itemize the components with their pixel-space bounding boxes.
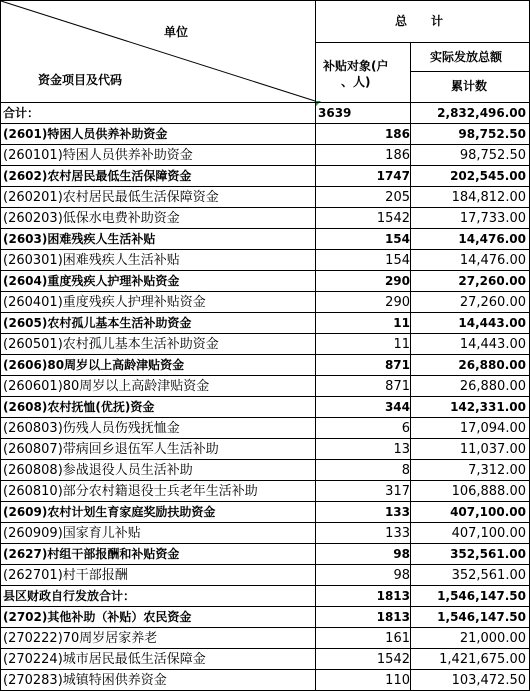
- header-unit: 单位: [164, 25, 189, 39]
- table-row: [0, 187, 530, 208]
- row-count-cell: 133: [385, 526, 410, 541]
- table-row: [0, 544, 530, 565]
- row-divider: [0, 186, 530, 187]
- row-divider: [0, 669, 530, 670]
- row-divider: [0, 627, 530, 628]
- row-name-cell: (260807)带病回乡退伍军人生活补助: [3, 442, 219, 457]
- row-divider: [0, 543, 530, 544]
- row-name-cell: (2702)其他补助（补贴）农民资金: [3, 610, 192, 624]
- table-row: [0, 649, 530, 670]
- row-amount-cell: 14,476.00: [458, 232, 526, 246]
- row-name-cell: (260501)农村孤儿基本生活补助资金: [3, 337, 219, 352]
- row-amount-cell: 98,752.50: [459, 148, 526, 163]
- row-divider: [0, 501, 530, 502]
- table-row: [0, 313, 530, 334]
- row-name-cell: (2602)农村居民最低生活保障资金: [3, 169, 192, 183]
- row-count-cell: 1747: [376, 169, 410, 183]
- row-amount-cell: 103,472.50: [451, 673, 526, 688]
- table-row: [0, 628, 530, 649]
- row-count-cell: 133: [384, 505, 410, 519]
- row-divider: [0, 585, 530, 586]
- table-row: [0, 460, 530, 481]
- row-amount-cell: 184,812.00: [451, 190, 526, 205]
- row-count-cell: 6: [401, 421, 410, 436]
- row-divider: [0, 606, 530, 607]
- table-row: [0, 229, 530, 250]
- row-divider: [0, 564, 530, 565]
- row-count-cell: 186: [384, 127, 410, 141]
- row-divider: [0, 480, 530, 481]
- table-row: [0, 397, 530, 418]
- row-name-cell: (260201)农村居民最低生活保障资金: [3, 190, 219, 205]
- table-row: [0, 586, 530, 607]
- table-row: [0, 166, 530, 187]
- table-row: [0, 481, 530, 502]
- row-name-cell: (260301)困难残疾人生活补贴: [3, 253, 180, 268]
- header-cumulative: 累计数: [451, 79, 488, 93]
- row-name-cell: (270222)70周岁居家养老: [3, 631, 158, 646]
- table-row: [0, 292, 530, 313]
- row-count-cell: 290: [384, 274, 410, 288]
- row-amount-cell: 14,443.00: [458, 316, 526, 330]
- row-name-cell: (260401)重度残疾人护理补贴资金: [3, 295, 206, 310]
- table-row: [0, 250, 530, 271]
- row-count-cell: 344: [384, 400, 410, 414]
- row-count-cell: 154: [385, 253, 410, 268]
- table-row: [0, 355, 530, 376]
- row-amount-cell: 7,312.00: [468, 463, 526, 478]
- row-divider: [0, 228, 530, 229]
- row-count-cell: 186: [385, 148, 410, 163]
- row-name-cell: (262701)村干部报酬: [3, 568, 128, 583]
- row-count-cell: 205: [385, 190, 410, 205]
- row-count-cell: 1813: [376, 610, 410, 624]
- row-amount-cell: 26,880.00: [458, 358, 526, 372]
- row-amount-cell: 27,260.00: [459, 295, 526, 310]
- row-count-cell: 11: [393, 337, 410, 352]
- row-name-cell: (260909)国家育儿补贴: [3, 526, 141, 541]
- table-row: [0, 334, 530, 355]
- row-divider: [0, 270, 530, 271]
- row-amount-cell: 14,476.00: [459, 253, 526, 268]
- row-count-cell: 871: [384, 358, 410, 372]
- row-divider: [0, 396, 530, 397]
- row-divider: [0, 417, 530, 418]
- row-amount-cell: 1,421,675.00: [439, 652, 526, 667]
- header-bottom-line: [0, 102, 530, 103]
- row-divider: [0, 249, 530, 250]
- row-name-cell: (260803)伤残人员伤残抚恤金: [3, 421, 180, 436]
- row-amount-cell: 142,331.00: [450, 400, 526, 414]
- row-name-cell: (260601)80周岁以上高龄津贴资金: [3, 379, 210, 394]
- table-row: [0, 145, 530, 166]
- header-line-1: [315, 42, 530, 43]
- table-row: [0, 523, 530, 544]
- row-divider: [0, 354, 530, 355]
- table-row: [0, 376, 530, 397]
- row-amount-cell: 17,094.00: [459, 421, 526, 436]
- header-actual-amount: 实际发放总额: [430, 50, 503, 64]
- row-name-cell: (2605)农村孤儿基本生活补助资金: [3, 316, 192, 330]
- row-count-cell: 8: [401, 463, 410, 478]
- row-amount-cell: 1,546,147.50: [437, 589, 526, 603]
- row-amount-cell: 106,888.00: [451, 484, 526, 499]
- row-divider: [0, 291, 530, 292]
- row-amount-cell: 202,545.00: [450, 169, 526, 183]
- row-count-cell: 290: [385, 295, 410, 310]
- table-row: [0, 208, 530, 229]
- row-count-cell: 317: [385, 484, 410, 499]
- row-name-cell: (260101)特困人员供养补助资金: [3, 148, 193, 163]
- row-divider: [0, 165, 530, 166]
- table-row: [0, 502, 530, 523]
- row-divider: [0, 375, 530, 376]
- row-count-cell: 1542: [376, 211, 410, 226]
- row-amount-cell: 352,561.00: [451, 568, 526, 583]
- row-divider: [0, 648, 530, 649]
- row-name-cell: (2603)困难残疾人生活补贴: [3, 232, 156, 246]
- row-name-cell: (2627)村组干部报酬和补贴资金: [3, 547, 180, 561]
- row-count-cell: 154: [384, 232, 410, 246]
- table-row: [0, 271, 530, 292]
- row-amount-cell: 27,260.00: [458, 274, 526, 288]
- header-project: 资金项目及代码: [38, 73, 123, 87]
- row-amount-cell: 11,037.00: [459, 442, 526, 457]
- row-name-cell: (2606)80周岁以上高龄津贴资金: [3, 358, 185, 372]
- row-name-cell: (2609)农村计划生育家庭奖励扶助资金: [3, 505, 216, 519]
- row-divider: [0, 459, 530, 460]
- table-row: [0, 607, 530, 628]
- row-count-cell: 871: [385, 379, 410, 394]
- row-count-cell: 161: [385, 631, 410, 646]
- row-count-cell: 13: [393, 442, 410, 457]
- table-row: [0, 418, 530, 439]
- table-row: [0, 124, 530, 145]
- row-divider: [0, 144, 530, 145]
- row-count-cell: 1542: [376, 652, 410, 667]
- table-row: [0, 439, 530, 460]
- header-subsidy-target-line2: 、人): [341, 75, 371, 89]
- row-divider: [0, 522, 530, 523]
- row-divider: [0, 207, 530, 208]
- row-name-cell: 县区财政自行发放合计：: [3, 589, 136, 603]
- row-name-cell: (260810)部分农村籍退役士兵老年生活补助: [3, 484, 258, 499]
- row-name-cell: (2601)特困人员供养补助资金: [3, 127, 168, 141]
- header-subsidy-target-line1: 补贴对象(户: [323, 59, 389, 73]
- row-name-cell: (2608)农村抚恤(优抚)资金: [3, 400, 155, 414]
- row-name-cell: 合计：: [3, 106, 40, 120]
- header-total: 总 计: [395, 14, 444, 28]
- row-name-cell: (260808)参战退役人员生活补助: [3, 463, 193, 478]
- row-divider: [0, 312, 530, 313]
- row-amount-cell: 1,546,147.50: [437, 610, 526, 624]
- header-line-2: [410, 71, 530, 72]
- table-row: [0, 565, 530, 586]
- row-amount-cell: 352,561.00: [450, 547, 526, 561]
- row-count-cell: 1813: [376, 589, 410, 603]
- row-amount-cell: 2,832,496.00: [437, 106, 526, 120]
- row-amount-cell: 26,880.00: [459, 379, 526, 394]
- row-name-cell: (270283)城镇特困供养资金: [3, 673, 167, 688]
- row-name-cell: (2604)重度残疾人护理补贴资金: [3, 274, 180, 288]
- row-name-cell: (270224)城市居民最低生活保障金: [3, 652, 206, 667]
- row-divider: [0, 333, 530, 334]
- row-amount-cell: 407,100.00: [450, 505, 526, 519]
- row-count-cell: 98: [393, 568, 410, 583]
- row-amount-cell: 14,443.00: [459, 337, 526, 352]
- row-divider: [0, 438, 530, 439]
- row-count-cell: 110: [385, 673, 410, 688]
- row-name-cell: (260203)低保水电费补助资金: [3, 211, 180, 226]
- row-amount-cell: 21,000.00: [459, 631, 526, 646]
- table-row: [0, 103, 530, 124]
- row-amount-cell: 98,752.50: [458, 127, 526, 141]
- row-count-cell: 98: [393, 547, 410, 561]
- row-count-cell: 11: [393, 316, 410, 330]
- row-count-cell: 3639: [318, 106, 352, 120]
- row-divider: [0, 123, 530, 124]
- table-row: [0, 670, 530, 691]
- row-amount-cell: 407,100.00: [451, 526, 526, 541]
- row-amount-cell: 17,733.00: [459, 211, 526, 226]
